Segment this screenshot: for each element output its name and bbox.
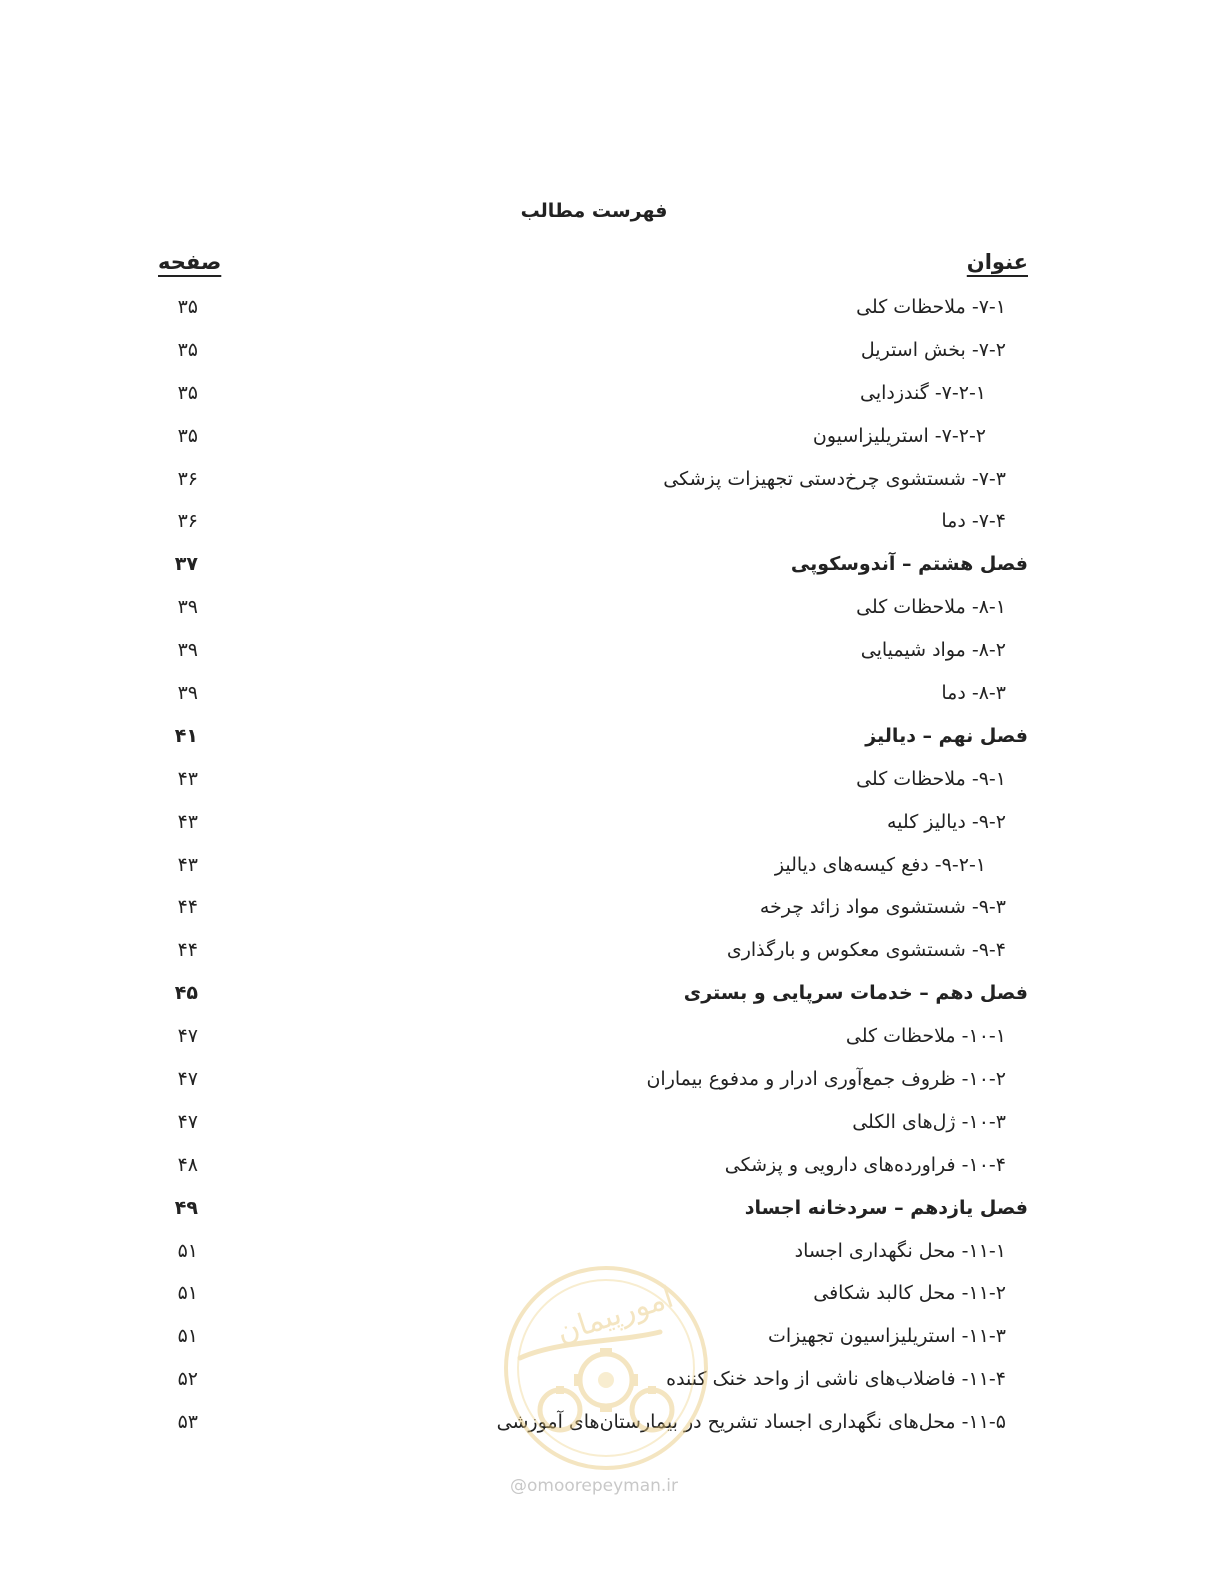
toc-chapter-row — [158, 715, 1028, 758]
toc-entry-page: ۴۳ — [177, 853, 198, 876]
toc-row — [158, 801, 1028, 844]
toc-entry-page: ۵۱ — [177, 1239, 198, 1262]
toc-entry-title: فصل هشتم – آندوسکوپی — [790, 553, 1028, 576]
toc-row — [158, 286, 1028, 329]
toc-entry-page: ۳۹ — [177, 639, 198, 662]
toc-row — [158, 586, 1028, 629]
toc-row — [158, 758, 1028, 801]
toc-entry-title: ۱۱-۱- محل نگهداری اجساد — [794, 1239, 1006, 1262]
watermark-url — [510, 1476, 710, 1496]
toc-entry-page: ۳۵ — [177, 338, 198, 361]
toc-row — [158, 1144, 1028, 1187]
toc-entry-title: ۱۱-۲- محل کالبد شکافی — [813, 1282, 1006, 1305]
toc-entry-page: ۴۴ — [177, 896, 198, 919]
toc-entry-page: ۳۹ — [177, 682, 198, 705]
toc-chapter-row — [158, 543, 1028, 586]
toc-entry-page: ۴۴ — [177, 939, 198, 962]
toc-entry-title: ۷-۳- شستشوی چرخ‌دستی تجهیزات پزشکی — [663, 467, 1006, 490]
toc-row — [158, 1058, 1028, 1101]
toc-entry-page: ۴۵ — [174, 982, 198, 1005]
toc-row — [158, 844, 1028, 887]
toc-entry-title: ۱۱-۳- استریلیزاسیون تجهیزات — [767, 1325, 1006, 1348]
toc-entry-page: ۵۱ — [177, 1282, 198, 1305]
toc-entry-page: ۵۲ — [177, 1368, 198, 1391]
toc-entry-page: ۳۷ — [174, 553, 198, 576]
toc-entry-title: ۱۱-۴- فاضلاب‌های ناشی از واحد خنک کننده — [666, 1368, 1006, 1391]
toc-entry-page: ۴۷ — [177, 1068, 198, 1091]
toc-row — [158, 672, 1028, 715]
toc-entry-page: ۴۳ — [177, 767, 198, 790]
toc-entry-title: ۱۰-۲- ظروف جمع‌آوری ادرار و مدفوع بیماران — [646, 1068, 1006, 1091]
toc-entry-title: ۱۱-۵- محل‌های نگهداری اجساد تشریح در بیمارستان‌های آموزشی — [496, 1411, 1006, 1434]
watermark-logo-icon — [500, 1262, 712, 1474]
watermark-logo-text: امورپیمان — [552, 1279, 678, 1351]
toc-entry-title: ۸-۳- دما — [941, 682, 1006, 705]
toc-entry-title: ۹-۲- دیالیز کلیه — [886, 810, 1006, 833]
toc-chapter-row — [158, 972, 1028, 1015]
toc-entry-page: ۴۷ — [177, 1025, 198, 1048]
toc-entry-title: ۱۰-۳- ژل‌های الکلی — [852, 1110, 1006, 1133]
toc-entry-title: ۸-۱- ملاحظات کلی — [856, 596, 1006, 619]
column-header-title: عنوان — [966, 250, 1028, 274]
toc-entry-title: ۷-۲- بخش استریل — [860, 338, 1006, 361]
toc-row — [158, 329, 1028, 372]
toc-entry-title: ۷-۱- ملاحظات کلی — [856, 296, 1006, 318]
toc-entry-title: ۷-۴- دما — [941, 510, 1006, 533]
toc-row — [158, 458, 1028, 501]
toc-entry-title: ۹-۳- شستشوی مواد زائد چرخه — [759, 896, 1006, 919]
toc-entry-title: ۷-۲-۱- گندزدایی — [859, 381, 986, 404]
toc-row — [158, 1015, 1028, 1058]
toc-entry-title: ۹-۲-۱- دفع کیسه‌های دیالیز — [774, 853, 986, 876]
toc-entry-page: ۳۵ — [177, 381, 198, 404]
toc-entry-title: ۱۰-۴- فراورده‌های دارویی و پزشکی — [724, 1153, 1006, 1176]
toc-chapter-row — [158, 1187, 1028, 1230]
toc-entry-title: فصل دهم – خدمات سرپایی و بستری — [683, 982, 1028, 1005]
toc-entry-page: ۴۳ — [177, 810, 198, 833]
toc-entry-page: ۳۶ — [177, 510, 198, 533]
toc-entry-page: ۵۳ — [177, 1411, 198, 1434]
column-header-page: صفحه — [158, 250, 222, 274]
toc-entry-title: ۹-۴- شستشوی معکوس و بارگذاری — [726, 939, 1006, 962]
at-icon: @ — [510, 1476, 527, 1496]
watermark-url-text: omoorepeyman.ir — [527, 1476, 679, 1496]
toc-row — [158, 415, 1028, 458]
toc-entry-page: ۴۱ — [174, 724, 198, 747]
toc-entry-title: ۱۰-۱- ملاحظات کلی — [845, 1025, 1006, 1048]
toc-entry-title: ۷-۲-۲- استریلیزاسیون — [812, 424, 986, 447]
toc-entry-page: ۵۱ — [177, 1325, 198, 1348]
toc-entry-title: ۸-۲- مواد شیمیایی — [860, 639, 1006, 662]
toc-entry-page: ۴۹ — [174, 1196, 198, 1219]
toc-row — [158, 372, 1028, 415]
toc-entry-title: ۹-۱- ملاحظات کلی — [856, 767, 1006, 790]
toc-row — [158, 929, 1028, 972]
toc-row — [158, 886, 1028, 929]
toc-entry-page: ۳۶ — [177, 467, 198, 490]
toc-entry-title: فصل یازدهم – سردخانه اجساد — [744, 1196, 1028, 1219]
toc-entry-page: ۳۵ — [177, 296, 198, 318]
toc-row — [158, 1101, 1028, 1144]
toc-entry-title: فصل نهم – دیالیز — [865, 724, 1028, 747]
page-title: فهرست مطالب — [520, 200, 668, 222]
toc-entry-page: ۴۷ — [177, 1110, 198, 1133]
toc-entry-page: ۳۵ — [177, 424, 198, 447]
toc-entry-page: ۴۸ — [177, 1153, 198, 1176]
toc-row — [158, 500, 1028, 543]
toc-row — [158, 629, 1028, 672]
toc-entry-page: ۳۹ — [177, 596, 198, 619]
